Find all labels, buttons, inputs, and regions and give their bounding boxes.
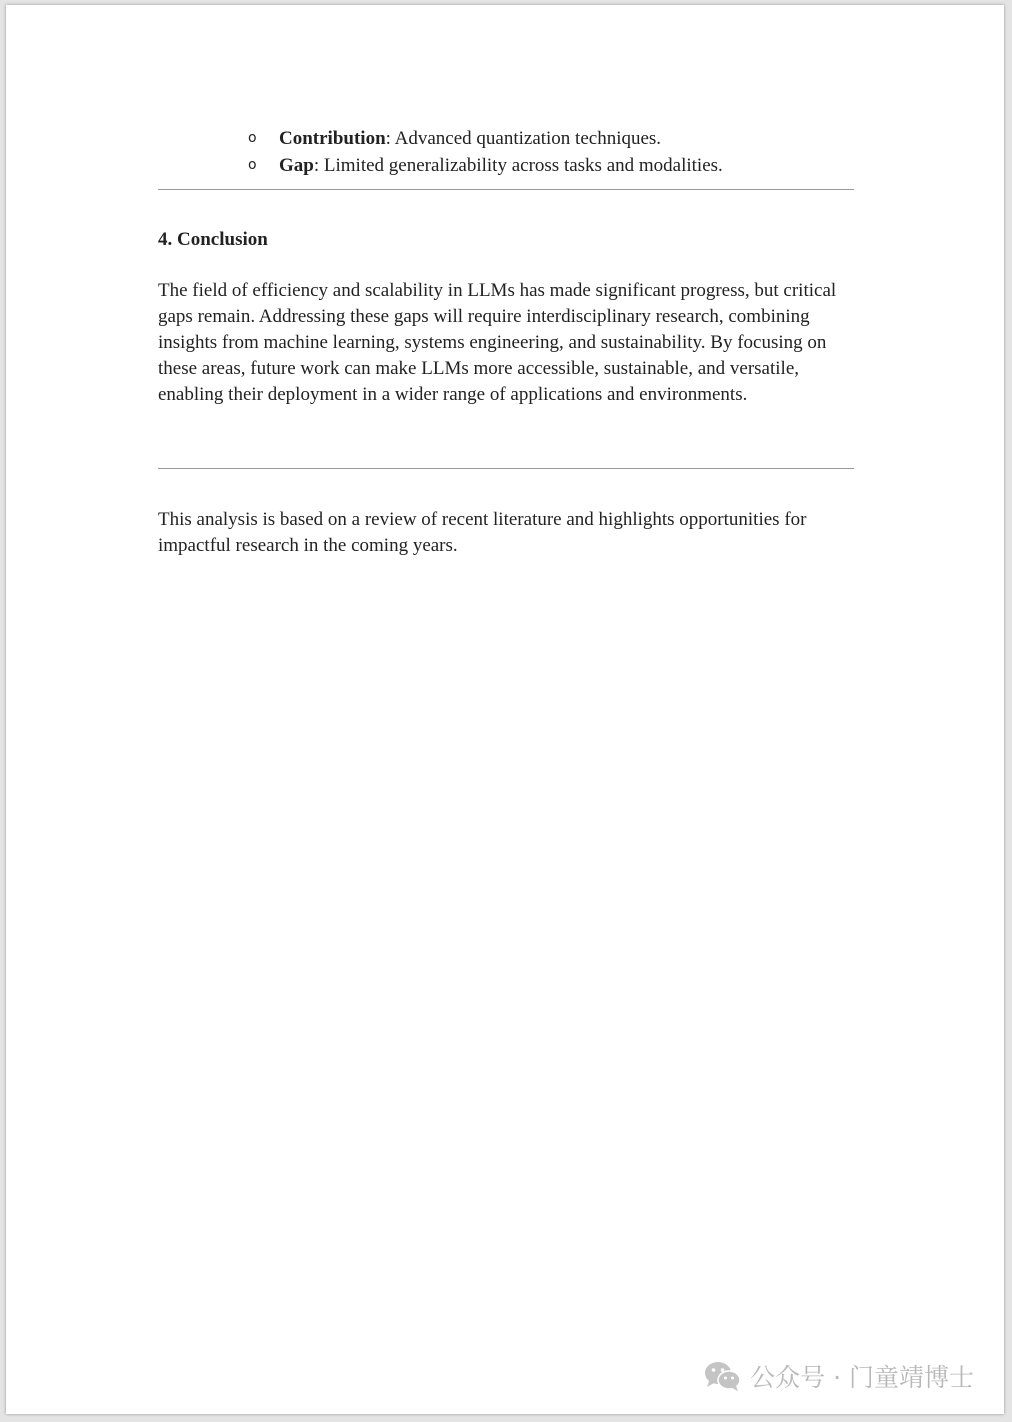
bullet-text: : Limited generalizability across tasks and modalities. — [313, 155, 723, 176]
conclusion-paragraph: The field of efficiency and scalability in LLMs has made significant progress, but critical gaps remain. Addressing these gaps will require interdisciplinary research, combining insights from machine learning, systems engineering, and sustainability. By focusing on these areas, future work can make LLMs more accessible, sustainable, and versatile, enabling their deployment in a wider range of applications and environments. — [158, 280, 837, 405]
horizontal-divider — [158, 189, 854, 190]
bullet-marker: o — [248, 130, 257, 146]
bullet-text: : Advanced quantization techniques. — [385, 128, 662, 149]
list-item — [158, 152, 854, 179]
watermark — [704, 1358, 974, 1394]
list-item — [158, 125, 854, 152]
bullet-term: Gap — [279, 155, 314, 176]
wechat-icon — [704, 1360, 742, 1392]
bullet-marker: o — [248, 157, 257, 173]
section-heading: 4. Conclusion — [158, 229, 268, 250]
bullet-list — [158, 125, 854, 179]
bullet-term: Contribution — [279, 128, 386, 149]
watermark-text: 公众号 · 门童靖博士 — [750, 1363, 974, 1392]
horizontal-divider — [158, 468, 854, 469]
document-page — [6, 5, 1004, 1414]
closing-note: This analysis is based on a review of recent literature and highlights opportunities for impactful research in the coming years. — [158, 509, 807, 556]
